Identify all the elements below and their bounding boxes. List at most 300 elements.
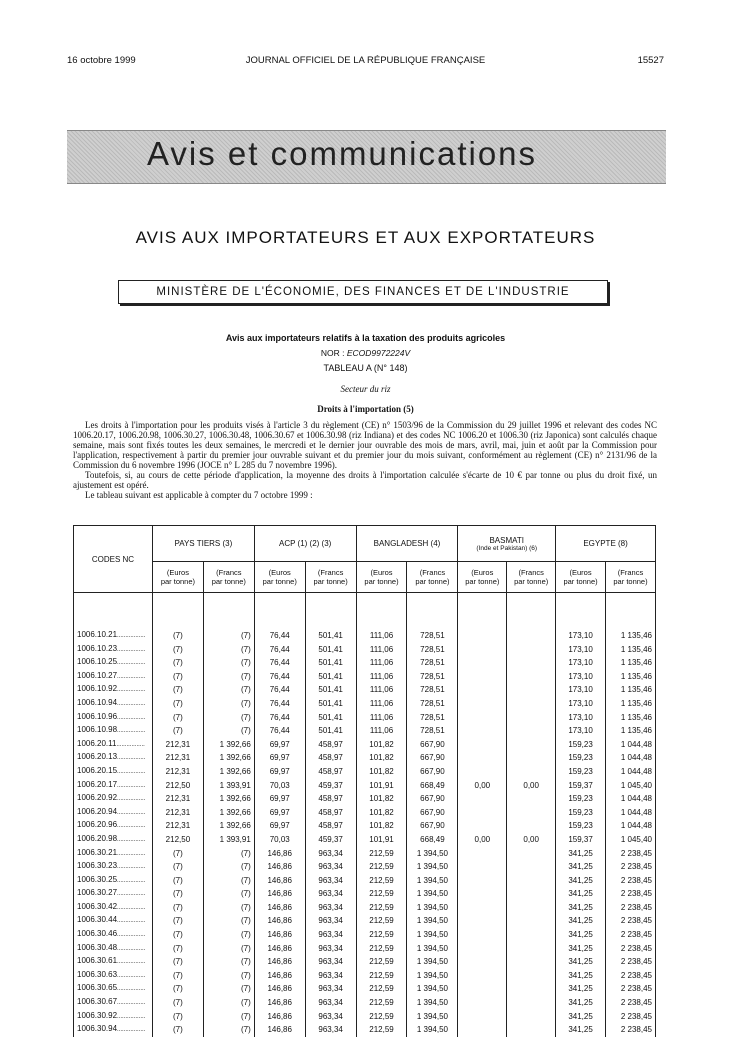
unit-header-euro: [254, 562, 305, 593]
unit-line: (Euros: [166, 568, 189, 577]
spacer-cell: [254, 593, 305, 630]
value-cell: 728,51: [407, 670, 458, 684]
nc-code: 1006.10.25: [77, 657, 118, 667]
unit-header-euro: [356, 562, 407, 593]
value-cell: 2 238,45: [606, 955, 656, 969]
nc-code: 1006.30.65: [77, 983, 118, 993]
value-cell: 146,86: [254, 887, 305, 901]
value-cell: (7): [203, 969, 254, 983]
value-cell: (7): [152, 670, 203, 684]
value-cell: 212,59: [356, 1023, 407, 1037]
value-cell: [458, 860, 507, 874]
value-cell: 458,97: [305, 819, 356, 833]
value-cell: [507, 656, 556, 670]
value-cell: 1 392,66: [203, 751, 254, 765]
value-cell: [507, 914, 556, 928]
value-cell: (7): [203, 901, 254, 915]
value-cell: (7): [203, 847, 254, 861]
value-cell: (7): [152, 656, 203, 670]
value-cell: 212,59: [356, 847, 407, 861]
unit-line: par tonne): [415, 577, 450, 586]
value-cell: (7): [203, 724, 254, 738]
table-row: [74, 724, 656, 738]
value-cell: [507, 806, 556, 820]
value-cell: 146,86: [254, 847, 305, 861]
value-cell: 1 044,48: [606, 792, 656, 806]
value-cell: [458, 901, 507, 915]
value-cell: 101,82: [356, 765, 407, 779]
code-cell: [74, 887, 153, 901]
value-cell: 341,25: [556, 996, 606, 1010]
unit-line: par tonne): [262, 577, 297, 586]
value-cell: 2 238,45: [606, 969, 656, 983]
spacer-cell: [74, 593, 153, 630]
value-cell: 146,86: [254, 901, 305, 915]
leader-dots: .................: [117, 809, 146, 816]
leader-dots: .................: [117, 633, 146, 639]
value-cell: 341,25: [556, 887, 606, 901]
value-cell: (7): [203, 874, 254, 888]
value-cell: 963,34: [305, 982, 356, 996]
value-cell: 1 135,46: [606, 670, 656, 684]
value-cell: 341,25: [556, 847, 606, 861]
value-cell: 1 394,50: [407, 1010, 458, 1024]
value-cell: 963,34: [305, 942, 356, 956]
import-duties-table: [73, 525, 656, 1037]
nc-code: 1006.30.25: [77, 874, 118, 884]
value-cell: [507, 792, 556, 806]
value-cell: 146,86: [254, 928, 305, 942]
value-cell: 1 392,66: [203, 792, 254, 806]
table-row: [74, 1023, 656, 1037]
value-cell: 212,59: [356, 942, 407, 956]
code-cell: [74, 779, 153, 793]
value-cell: (7): [152, 697, 203, 711]
value-cell: 173,10: [556, 643, 606, 657]
value-cell: 173,10: [556, 697, 606, 711]
value-cell: 173,10: [556, 656, 606, 670]
table-row: [74, 697, 656, 711]
value-cell: 101,82: [356, 751, 407, 765]
value-cell: 2 238,45: [606, 942, 656, 956]
value-cell: [458, 914, 507, 928]
value-cell: [507, 982, 556, 996]
value-cell: 341,25: [556, 969, 606, 983]
value-cell: (7): [152, 847, 203, 861]
value-cell: 1 393,91: [203, 833, 254, 847]
code-cell: [74, 847, 153, 861]
value-cell: 173,10: [556, 683, 606, 697]
value-cell: 159,23: [556, 819, 606, 833]
code-cell: [74, 942, 153, 956]
value-cell: 728,51: [407, 629, 458, 643]
nc-code: 1006.20.15: [77, 765, 118, 775]
value-cell: (7): [152, 874, 203, 888]
value-cell: (7): [152, 928, 203, 942]
value-cell: [458, 928, 507, 942]
value-cell: 146,86: [254, 1023, 305, 1037]
value-cell: 173,10: [556, 711, 606, 725]
value-cell: [507, 711, 556, 725]
header-date: 16 octobre 1999: [67, 55, 136, 66]
value-cell: (7): [152, 887, 203, 901]
value-cell: (7): [203, 914, 254, 928]
value-cell: 101,82: [356, 738, 407, 752]
notice-title: Avis aux importateurs relatifs à la taxation des produits agricoles: [225, 333, 506, 343]
code-cell: [74, 955, 153, 969]
value-cell: 341,25: [556, 982, 606, 996]
value-cell: 1 394,50: [407, 901, 458, 915]
value-cell: 146,86: [254, 874, 305, 888]
value-cell: [458, 765, 507, 779]
leader-dots: .................: [117, 796, 146, 803]
value-cell: 458,97: [305, 806, 356, 820]
value-cell: 69,97: [254, 765, 305, 779]
table-spacer-row: [74, 593, 656, 630]
value-cell: 76,44: [254, 697, 305, 711]
value-cell: [507, 643, 556, 657]
value-cell: 501,41: [305, 711, 356, 725]
value-cell: 212,31: [152, 806, 203, 820]
value-cell: 963,34: [305, 914, 356, 928]
value-cell: [458, 670, 507, 684]
value-cell: [507, 670, 556, 684]
value-cell: [458, 643, 507, 657]
value-cell: [458, 969, 507, 983]
table-row: [74, 847, 656, 861]
leader-dots: .................: [117, 904, 146, 911]
value-cell: 458,97: [305, 751, 356, 765]
value-cell: [507, 874, 556, 888]
value-cell: 146,86: [254, 942, 305, 956]
leader-dots: .................: [117, 673, 146, 680]
value-cell: 159,23: [556, 806, 606, 820]
table-row: [74, 996, 656, 1010]
unit-line: par tonne): [364, 577, 399, 586]
nc-code: 1006.30.92: [77, 1010, 118, 1020]
value-cell: 212,59: [356, 860, 407, 874]
code-cell: [74, 806, 153, 820]
value-cell: 212,59: [356, 982, 407, 996]
value-cell: 76,44: [254, 724, 305, 738]
unit-line: (Francs: [317, 568, 344, 577]
code-cell: [74, 656, 153, 670]
code-cell: [74, 751, 153, 765]
unit-line: par tonne): [563, 577, 598, 586]
value-cell: 728,51: [407, 697, 458, 711]
value-cell: 1 394,50: [407, 914, 458, 928]
value-cell: 501,41: [305, 697, 356, 711]
main-heading: AVIS AUX IMPORTATEURS ET AUX EXPORTATEURS: [135, 228, 596, 247]
leader-dots: .................: [117, 945, 146, 952]
spacer-cell: [152, 593, 203, 630]
value-cell: 212,59: [356, 874, 407, 888]
value-cell: [507, 942, 556, 956]
value-cell: 212,59: [356, 901, 407, 915]
value-cell: 159,37: [556, 779, 606, 793]
unit-header-franc: [203, 562, 254, 593]
value-cell: 1 394,50: [407, 969, 458, 983]
leader-dots: .................: [117, 864, 146, 871]
value-cell: 2 238,45: [606, 1023, 656, 1037]
value-cell: 1 135,46: [606, 629, 656, 643]
nor-value: ECOD9972224V: [346, 348, 411, 358]
value-cell: 76,44: [254, 670, 305, 684]
unit-header-row: [74, 562, 656, 593]
value-cell: 1 394,50: [407, 928, 458, 942]
leader-dots: .................: [117, 891, 146, 898]
leader-dots: .................: [117, 728, 146, 735]
value-cell: 173,10: [556, 724, 606, 738]
unit-line: (Francs: [617, 568, 644, 577]
value-cell: (7): [203, 697, 254, 711]
value-cell: 963,34: [305, 1023, 356, 1037]
value-cell: 501,41: [305, 629, 356, 643]
value-cell: 963,34: [305, 928, 356, 942]
nc-code: 1006.20.13: [77, 752, 118, 762]
nc-code: 1006.30.63: [77, 969, 118, 979]
leader-dots: .................: [117, 1027, 146, 1034]
value-cell: 146,86: [254, 969, 305, 983]
value-cell: 459,37: [305, 833, 356, 847]
value-cell: [507, 697, 556, 711]
value-cell: 458,97: [305, 765, 356, 779]
table-row: [74, 901, 656, 915]
value-cell: 1 394,50: [407, 887, 458, 901]
value-cell: 159,23: [556, 751, 606, 765]
nc-code: 1006.10.96: [77, 711, 118, 721]
value-cell: (7): [152, 914, 203, 928]
code-cell: [74, 792, 153, 806]
value-cell: 212,59: [356, 887, 407, 901]
nor-label: NOR :: [320, 348, 347, 358]
table-body: [74, 593, 656, 1037]
table-row: [74, 779, 656, 793]
value-cell: [458, 1023, 507, 1037]
leader-dots: .................: [117, 823, 146, 830]
value-cell: 76,44: [254, 629, 305, 643]
value-cell: 2 238,45: [606, 914, 656, 928]
table-row: [74, 819, 656, 833]
unit-line: par tonne): [514, 577, 549, 586]
table-row: [74, 860, 656, 874]
value-cell: 2 238,45: [606, 887, 656, 901]
value-cell: 111,06: [356, 629, 407, 643]
value-cell: 76,44: [254, 711, 305, 725]
value-cell: 159,23: [556, 738, 606, 752]
spacer-cell: [356, 593, 407, 630]
value-cell: (7): [203, 1010, 254, 1024]
table-row: [74, 670, 656, 684]
table-row: [74, 792, 656, 806]
value-cell: (7): [203, 982, 254, 996]
value-cell: 1 394,50: [407, 996, 458, 1010]
value-cell: 341,25: [556, 874, 606, 888]
value-cell: 1 044,48: [606, 738, 656, 752]
value-cell: (7): [203, 711, 254, 725]
group-header: ACP (1) (2) (3): [254, 526, 356, 562]
value-cell: 146,86: [254, 955, 305, 969]
value-cell: 963,34: [305, 901, 356, 915]
value-cell: [458, 697, 507, 711]
value-cell: [507, 683, 556, 697]
value-cell: 212,59: [356, 996, 407, 1010]
value-cell: 459,37: [305, 779, 356, 793]
value-cell: 111,06: [356, 656, 407, 670]
value-cell: 341,25: [556, 928, 606, 942]
code-cell: [74, 724, 153, 738]
unit-line: par tonne): [160, 577, 196, 586]
value-cell: 146,86: [254, 914, 305, 928]
value-cell: 69,97: [254, 792, 305, 806]
nc-code: 1006.30.27: [77, 888, 118, 898]
code-cell: [74, 765, 153, 779]
value-cell: 173,10: [556, 670, 606, 684]
unit-line: (Euros: [569, 568, 592, 577]
value-cell: [458, 1010, 507, 1024]
value-cell: 212,31: [152, 751, 203, 765]
value-cell: (7): [152, 901, 203, 915]
value-cell: 111,06: [356, 683, 407, 697]
value-cell: 111,06: [356, 697, 407, 711]
value-cell: [458, 792, 507, 806]
value-cell: 1 394,50: [407, 874, 458, 888]
value-cell: 341,25: [556, 901, 606, 915]
leader-dots: .................: [117, 1013, 146, 1020]
value-cell: 1 045,40: [606, 833, 656, 847]
nc-code: 1006.10.98: [77, 725, 118, 735]
value-cell: (7): [152, 724, 203, 738]
group-header: BANGLADESH (4): [356, 526, 458, 562]
value-cell: [458, 656, 507, 670]
value-cell: (7): [203, 955, 254, 969]
code-cell: [74, 1010, 153, 1024]
code-cell: [74, 738, 153, 752]
spacer-cell: [305, 593, 356, 630]
nc-code: 1006.30.67: [77, 997, 118, 1007]
value-cell: [507, 955, 556, 969]
table-row: [74, 738, 656, 752]
value-cell: [507, 901, 556, 915]
code-cell: [74, 982, 153, 996]
value-cell: [507, 887, 556, 901]
table-row: [74, 969, 656, 983]
nc-code: 1006.20.98: [77, 833, 118, 843]
group-header: EGYPTE (8): [556, 526, 656, 562]
nc-code: 1006.30.21: [77, 847, 118, 857]
value-cell: 963,34: [305, 1010, 356, 1024]
paragraph: Les droits à l'importation pour les produits visés à l'article 3 du règlement (CE) n° 1503/96 de la Commission du 29 juillet 1996 et relevant des codes NC 1006.20.17, 1006.20.98, 1006.30.27, 1006.30.48, 1006.30.67 et 1006.30.98 (riz Indiana) et des codes NC 1006.20 et 1006.30 (riz Japonica) sont calculés chaque semaine, mais sont fixés toutes les deux semaines, le mercredi et le dernier jour ouvrable des mois de mars, avril, mai, juin et août par la Commission pour l'application, respectivement à partir du premier jour ouvrable suivant et du premier jour du mois suivant, conformément au règlement (CE) n° 2131/96 de la Commission du 6 novembre 1996 (JOCE n° L 285 du 7 novembre 1996).: [73, 420, 657, 470]
table-row: [74, 751, 656, 765]
tableau-number: TABLEAU A (N° 148): [323, 363, 408, 373]
group-header: PAYS TIERS (3): [152, 526, 254, 562]
table-row: [74, 887, 656, 901]
leader-dots: .................: [117, 768, 146, 775]
value-cell: 159,23: [556, 792, 606, 806]
nc-code: 1006.10.23: [77, 643, 118, 653]
unit-header-euro: [458, 562, 507, 593]
leader-dots: .................: [117, 986, 146, 993]
code-cell: [74, 860, 153, 874]
value-cell: 212,59: [356, 955, 407, 969]
table-row: [74, 1010, 656, 1024]
value-cell: (7): [152, 982, 203, 996]
spacer-cell: [458, 593, 507, 630]
value-cell: 111,06: [356, 724, 407, 738]
value-cell: 667,90: [407, 806, 458, 820]
table-row: [74, 629, 656, 643]
nc-code: 1006.30.46: [77, 929, 118, 939]
code-cell: [74, 629, 153, 643]
value-cell: 111,06: [356, 711, 407, 725]
paragraph: Le tableau suivant est applicable à compter du 7 octobre 1999 :: [85, 490, 313, 500]
value-cell: (7): [152, 1023, 203, 1037]
value-cell: (7): [203, 643, 254, 657]
value-cell: [458, 996, 507, 1010]
leader-dots: .................: [117, 700, 146, 707]
value-cell: [507, 860, 556, 874]
unit-header-euro: [556, 562, 606, 593]
sector-label: Secteur du riz: [340, 384, 391, 394]
value-cell: 69,97: [254, 751, 305, 765]
value-cell: 1 394,50: [407, 982, 458, 996]
value-cell: (7): [203, 683, 254, 697]
code-cell: [74, 697, 153, 711]
nc-code: 1006.20.17: [77, 779, 118, 789]
value-cell: 2 238,45: [606, 1010, 656, 1024]
table-row: [74, 656, 656, 670]
value-cell: 501,41: [305, 643, 356, 657]
value-cell: 501,41: [305, 724, 356, 738]
value-cell: 963,34: [305, 860, 356, 874]
unit-header-franc: [606, 562, 656, 593]
unit-line: par tonne): [211, 577, 246, 586]
nc-code: 1006.20.11: [77, 738, 117, 748]
unit-header-franc: [305, 562, 356, 593]
value-cell: 2 238,45: [606, 874, 656, 888]
value-cell: 341,25: [556, 955, 606, 969]
code-cell: [74, 996, 153, 1010]
value-cell: (7): [203, 656, 254, 670]
leader-dots: .................: [117, 972, 146, 979]
value-cell: 212,59: [356, 914, 407, 928]
code-cell: [74, 711, 153, 725]
value-cell: (7): [203, 1023, 254, 1037]
value-cell: [458, 887, 507, 901]
value-cell: 667,90: [407, 819, 458, 833]
value-cell: 501,41: [305, 670, 356, 684]
value-cell: [507, 928, 556, 942]
value-cell: (7): [152, 860, 203, 874]
value-cell: [507, 996, 556, 1010]
value-cell: 963,34: [305, 887, 356, 901]
code-cell: [74, 833, 153, 847]
unit-line: (Francs: [216, 568, 242, 577]
value-cell: 341,25: [556, 1010, 606, 1024]
code-cell: [74, 901, 153, 915]
value-cell: 1 135,46: [606, 724, 656, 738]
value-cell: 212,31: [152, 819, 203, 833]
value-cell: [458, 806, 507, 820]
value-cell: 101,91: [356, 779, 407, 793]
leader-dots: .................: [117, 660, 146, 667]
section-banner: [67, 130, 666, 184]
table-row: [74, 942, 656, 956]
value-cell: 146,86: [254, 982, 305, 996]
value-cell: 1 135,46: [606, 683, 656, 697]
value-cell: 458,97: [305, 792, 356, 806]
value-cell: 0,00: [458, 779, 507, 793]
